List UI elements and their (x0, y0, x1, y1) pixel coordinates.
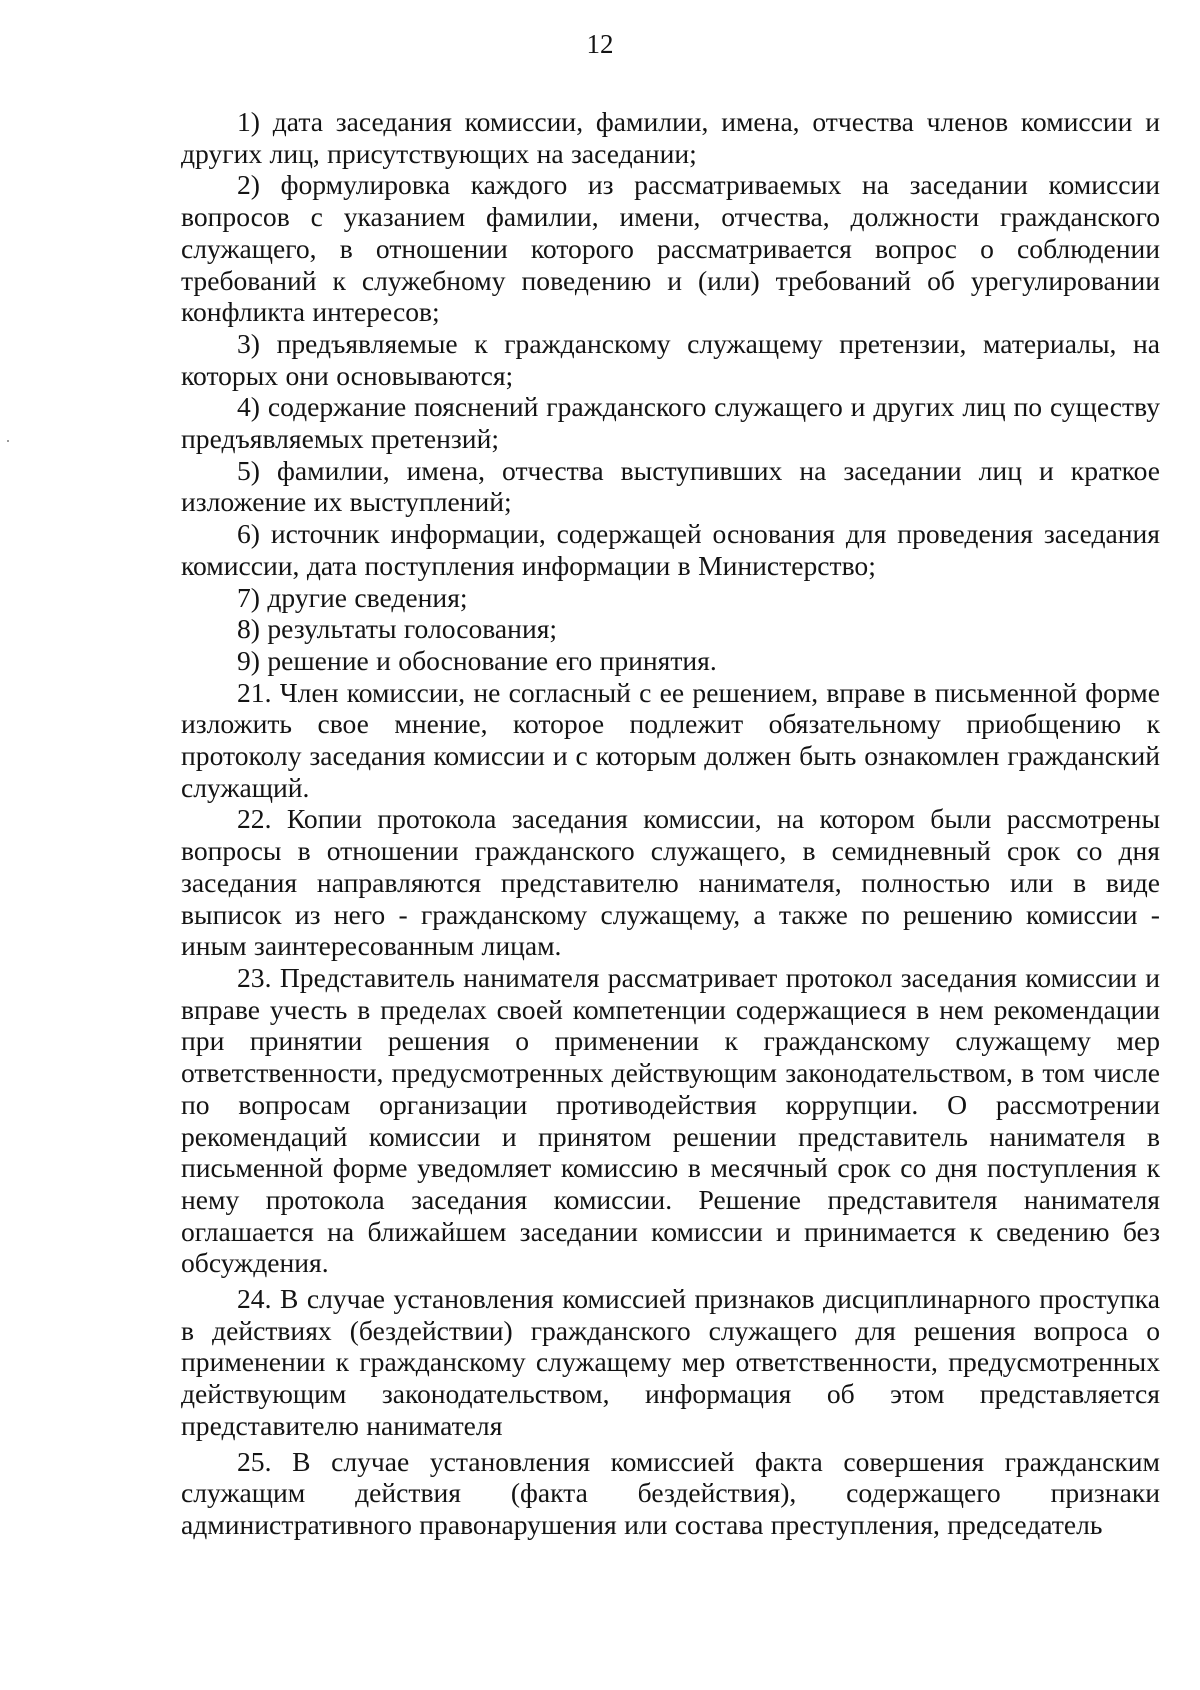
document-body (181, 106, 1160, 1541)
scan-artifact-mark (7, 440, 9, 442)
clause-21: 21. Член комиссии, не согласный с ее решением, вправе в письменной форме изложить свое мнение, которое подлежит обязательному приобщению к протоколу заседания комиссии и с которым должен быть ознакомлен гражданский служащий. (181, 676, 1160, 803)
list-item-5: 5) фамилии, имена, отчества выступивших на заседании лиц и краткое изложение их выступлений; (181, 454, 1160, 518)
list-item-3: 3) предъявляемые к гражданскому служащему претензии, материалы, на которых они основываются; (181, 327, 1160, 391)
list-item-2: 2) формулировка каждого из рассматриваемых на заседании комиссии вопросов с указанием фамилии, имени, отчества, должности гражданского служащего, в отношении которого рассматривается вопрос о соблюдении требований к служебному поведению и (или) требований об урегулировании конфликта интересов; (181, 169, 1160, 328)
clause-24: 24. В случае установления комиссией признаков дисциплинарного проступка в действиях (бездействии) гражданского служащего для решения вопроса о применении к гражданскому служащему мер ответственности, предусмотренных действующим законодательством, информация об этом представляется представителю нанимателя (181, 1283, 1160, 1441)
list-item-9: 9) решение и обоснование его принятия. (237, 644, 717, 676)
list-item-6: 6) источник информации, содержащей основания для проведения заседания комиссии, дата поступления информации в Министерство; (181, 518, 1160, 581)
list-item-8: 8) результаты голосования; (237, 613, 558, 645)
list-item-4: 4) содержание пояснений гражданского служащего и других лиц по существу предъявляемых претензий; (181, 391, 1160, 455)
clause-23: 23. Представитель нанимателя рассматривает протокол заседания комиссии и вправе учесть в пределах своей компетенции содержащиеся в нем рекомендации при принятии решения о применении к гражданскому служащему мер ответственности, предусмотренных действующим законодательством, в том числе по вопросам организации противодействия коррупции. О рассмотрении рекомендаций комиссии и принятом решении представитель нанимателя в письменной форме уведомляет комиссию в месячный срок со дня поступления к нему протокола заседания комиссии. Решение представителя нанимателя оглашается на ближайшем заседании комиссии и принимается к сведению без обсуждения. (181, 961, 1160, 1279)
page-number: 12 (586, 29, 614, 59)
clause-25: 25. В случае установления комиссией факта совершения гражданским служащим действия (факта бездействия), содержащего признаки административного правонарушения или состава преступления, председатель (181, 1445, 1160, 1540)
list-item-1: 1) дата заседания комиссии, фамилии, имена, отчества членов комиссии и других лиц, присутствующих на заседании; (181, 106, 1160, 169)
clause-22: 22. Копии протокола заседания комиссии, на котором были рассмотрены вопросы в отношении гражданского служащего, в семидневный срок со дня заседания направляются представителю нанимателя, полностью или в виде выписок из него - гражданскому служащему, а также по решению комиссии - иным заинтересованным лицам. (181, 803, 1160, 962)
list-item-7: 7) другие сведения; (237, 581, 468, 613)
